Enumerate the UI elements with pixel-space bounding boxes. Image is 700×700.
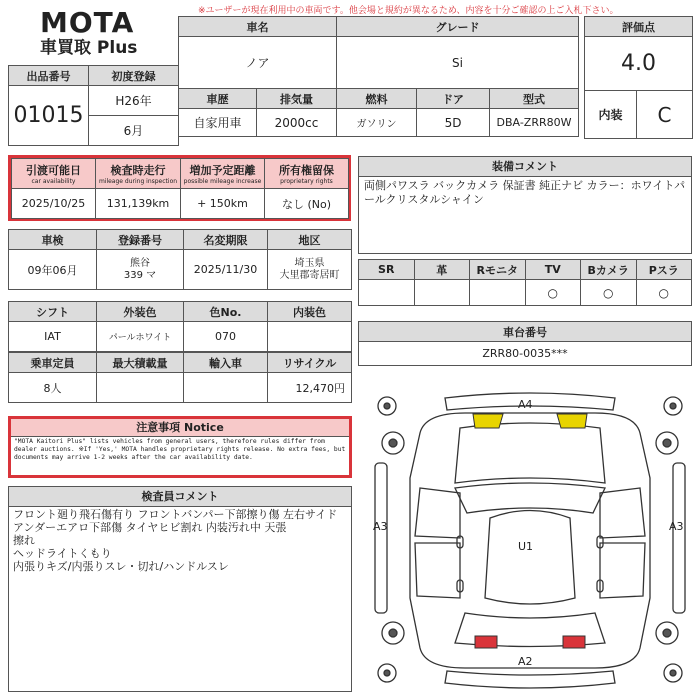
mileage-header bbox=[96, 159, 181, 189]
option-label: Bカメラ bbox=[581, 260, 637, 280]
increase-sub: possible mileage increase bbox=[183, 178, 262, 185]
first-reg-month: 6月 bbox=[89, 116, 179, 146]
equipment-text: 両側パワスラ バックカメラ 保証書 純正ナビ カラー：ホワイトパールクリスタルシャイン bbox=[364, 179, 686, 206]
right-rear-door bbox=[600, 543, 645, 598]
increase-header bbox=[181, 159, 265, 189]
fuel-label: 燃料 bbox=[337, 89, 417, 109]
inspector-line: ヘッドライトくもり bbox=[13, 547, 112, 560]
mileage-label: 検査時走行 bbox=[110, 164, 166, 177]
roof bbox=[485, 511, 575, 605]
car-name-label: 車名 bbox=[179, 17, 337, 37]
model-label: 型式 bbox=[490, 89, 579, 109]
chassis-table bbox=[358, 321, 692, 366]
increase-label: 増加予定距離 bbox=[189, 164, 256, 177]
option-value bbox=[414, 280, 470, 306]
availability-date: 2025/10/25 bbox=[12, 189, 96, 219]
right-side-skirt bbox=[673, 463, 685, 613]
options-table bbox=[358, 259, 692, 306]
option-label: Rモニタ bbox=[470, 260, 526, 280]
recycle-fee: 12,470円 bbox=[268, 373, 352, 403]
car-damage-diagram bbox=[365, 388, 695, 693]
door-label: ドア bbox=[417, 89, 490, 109]
grade: Si bbox=[337, 37, 579, 89]
rating-label: 評価点 bbox=[585, 17, 693, 37]
hub bbox=[663, 629, 671, 637]
history-label: 車歴 bbox=[179, 89, 257, 109]
inspector-title: 検査員コメント bbox=[9, 487, 351, 507]
color-no-label: 色No. bbox=[184, 302, 268, 322]
damage-label-a2: A2 bbox=[518, 655, 533, 668]
headlight-right bbox=[557, 414, 587, 428]
registration-table bbox=[8, 229, 352, 290]
import bbox=[184, 373, 268, 403]
grade-label: グレード bbox=[337, 17, 579, 37]
interior-color bbox=[268, 322, 352, 352]
name-change-label: 名変期限 bbox=[184, 230, 268, 250]
rights-sub: proprietary rights bbox=[280, 178, 333, 185]
option-value bbox=[359, 280, 415, 306]
chassis-number: ZRR80-0035*** bbox=[359, 342, 692, 366]
district-town: 大里郡寄居町 bbox=[279, 269, 340, 281]
damage-label-a3-right: A3 bbox=[669, 520, 684, 533]
option-value: ○ bbox=[525, 280, 581, 306]
rights-label: 所有権留保 bbox=[279, 164, 334, 177]
availability-label: 引渡可能日 bbox=[26, 164, 81, 177]
capacity-table bbox=[8, 352, 352, 403]
displacement: 2000cc bbox=[257, 109, 337, 137]
inspector-line: フロント廻り飛石傷有り フロントバンパー下部擦り傷 左右サイドアンダーエアロ下部傷 タイヤヒビ割れ 内装汚れ中 天張 bbox=[13, 508, 338, 534]
hub bbox=[663, 439, 671, 447]
rating-value: 4.0 bbox=[585, 37, 693, 91]
capacity: 8人 bbox=[9, 373, 97, 403]
notice-box bbox=[8, 416, 352, 478]
mileage-sub: mileage during inspection bbox=[98, 178, 178, 185]
car-name: ノア bbox=[179, 37, 337, 89]
district bbox=[268, 250, 352, 290]
windshield bbox=[455, 483, 605, 513]
plate-code: 339 マ bbox=[123, 269, 157, 281]
hub bbox=[389, 439, 397, 447]
first-reg-label: 初度登録 bbox=[89, 66, 179, 86]
rights-header bbox=[265, 159, 349, 189]
headlight-left bbox=[473, 414, 503, 428]
left-rear-door bbox=[415, 543, 460, 598]
damage-label-a3-left: A3 bbox=[373, 520, 388, 533]
inspector-line: 擦れ bbox=[13, 534, 35, 547]
delivery-table bbox=[11, 158, 349, 219]
district-pref: 埼玉県 bbox=[294, 257, 325, 269]
inspection-date: 09年06月 bbox=[9, 250, 97, 290]
chassis-label: 車台番号 bbox=[359, 322, 692, 342]
inspector-comments bbox=[9, 507, 351, 574]
availability-sub: car availability bbox=[31, 178, 76, 185]
increase-value: + 150km bbox=[181, 189, 265, 219]
plate-area: 熊谷 bbox=[130, 257, 150, 269]
option-value bbox=[470, 280, 526, 306]
damage-label-u1: U1 bbox=[518, 540, 534, 553]
taillight-left bbox=[475, 636, 497, 648]
option-label: Pスラ bbox=[636, 260, 692, 280]
mileage-value: 131,139km bbox=[96, 189, 181, 219]
max-load-label: 最大積載量 bbox=[97, 353, 184, 373]
import-label: 輸入車 bbox=[184, 353, 268, 373]
left-side-skirt bbox=[375, 463, 387, 613]
hood bbox=[455, 423, 605, 483]
car-info-table bbox=[178, 16, 579, 137]
notice-title: 注意事項 Notice bbox=[11, 419, 349, 437]
lot-table bbox=[8, 65, 179, 146]
exterior-color-label: 外装色 bbox=[97, 302, 184, 322]
door: 5D bbox=[417, 109, 490, 137]
notice-text: "MOTA Kaitori Plus" lists vehicles from general users, therefore rules differ from dealer auctions. ※If 'Yes,' MOTA handles proprietary rights release. No extra fees, but documents may arrive 1-2 weeks after the car availability date. bbox=[14, 438, 346, 461]
plate-label: 登録番号 bbox=[97, 230, 184, 250]
left-front-door bbox=[415, 488, 460, 538]
hub bbox=[389, 629, 397, 637]
capacity-label: 乗車定員 bbox=[9, 353, 97, 373]
name-change-date: 2025/11/30 bbox=[184, 250, 268, 290]
interior-grade: C bbox=[637, 91, 693, 139]
availability-header bbox=[12, 159, 96, 189]
option-value: ○ bbox=[636, 280, 692, 306]
interior-color-label: 内装色 bbox=[268, 302, 352, 322]
max-load bbox=[97, 373, 184, 403]
shift: IAT bbox=[9, 322, 97, 352]
exterior-color: パールホワイト bbox=[97, 322, 184, 352]
hub bbox=[670, 670, 676, 676]
inspector-box bbox=[8, 486, 352, 692]
hub bbox=[670, 403, 676, 409]
lot-label: 出品番号 bbox=[9, 66, 89, 86]
district-label: 地区 bbox=[268, 230, 352, 250]
damage-label-a4: A4 bbox=[518, 398, 533, 411]
option-label: TV bbox=[525, 260, 581, 280]
hub bbox=[384, 403, 390, 409]
plate-number bbox=[97, 250, 184, 290]
rating-table bbox=[584, 16, 693, 139]
rights-value: なし (No) bbox=[265, 189, 349, 219]
fuel: ガソリン bbox=[337, 109, 417, 137]
model: DBA-ZRR80W bbox=[490, 109, 579, 137]
history: 自家用車 bbox=[179, 109, 257, 137]
first-reg-year: H26年 bbox=[89, 86, 179, 116]
shift-label: シフト bbox=[9, 302, 97, 322]
mota-logo bbox=[40, 8, 150, 63]
option-value: ○ bbox=[581, 280, 637, 306]
inspector-line: 内張りキズ/内張りスレ・切れ/ハンドルスレ bbox=[13, 560, 229, 573]
interior-label: 内装 bbox=[585, 91, 637, 139]
hub bbox=[384, 670, 390, 676]
specs-table bbox=[8, 301, 352, 352]
color-no: 070 bbox=[184, 322, 268, 352]
option-label: SR bbox=[359, 260, 415, 280]
logo-bottom: 車買取 Plus bbox=[40, 38, 138, 58]
equipment-box bbox=[358, 156, 692, 254]
logo-top: MOTA bbox=[40, 6, 135, 39]
rear-bumper bbox=[445, 671, 615, 688]
warning-text: ※ユーザーが現在利用中の車両です。他会場と規約が異なるため、内容を十分ご確認の上ご入札下さい。 bbox=[198, 6, 619, 16]
lot-number: 01015 bbox=[9, 86, 89, 146]
right-front-door bbox=[600, 488, 645, 538]
taillight-right bbox=[563, 636, 585, 648]
option-label: 革 bbox=[414, 260, 470, 280]
recycle-label: リサイクル bbox=[268, 353, 352, 373]
inspection-label: 車検 bbox=[9, 230, 97, 250]
displacement-label: 排気量 bbox=[257, 89, 337, 109]
equipment-title: 装備コメント bbox=[359, 157, 691, 177]
